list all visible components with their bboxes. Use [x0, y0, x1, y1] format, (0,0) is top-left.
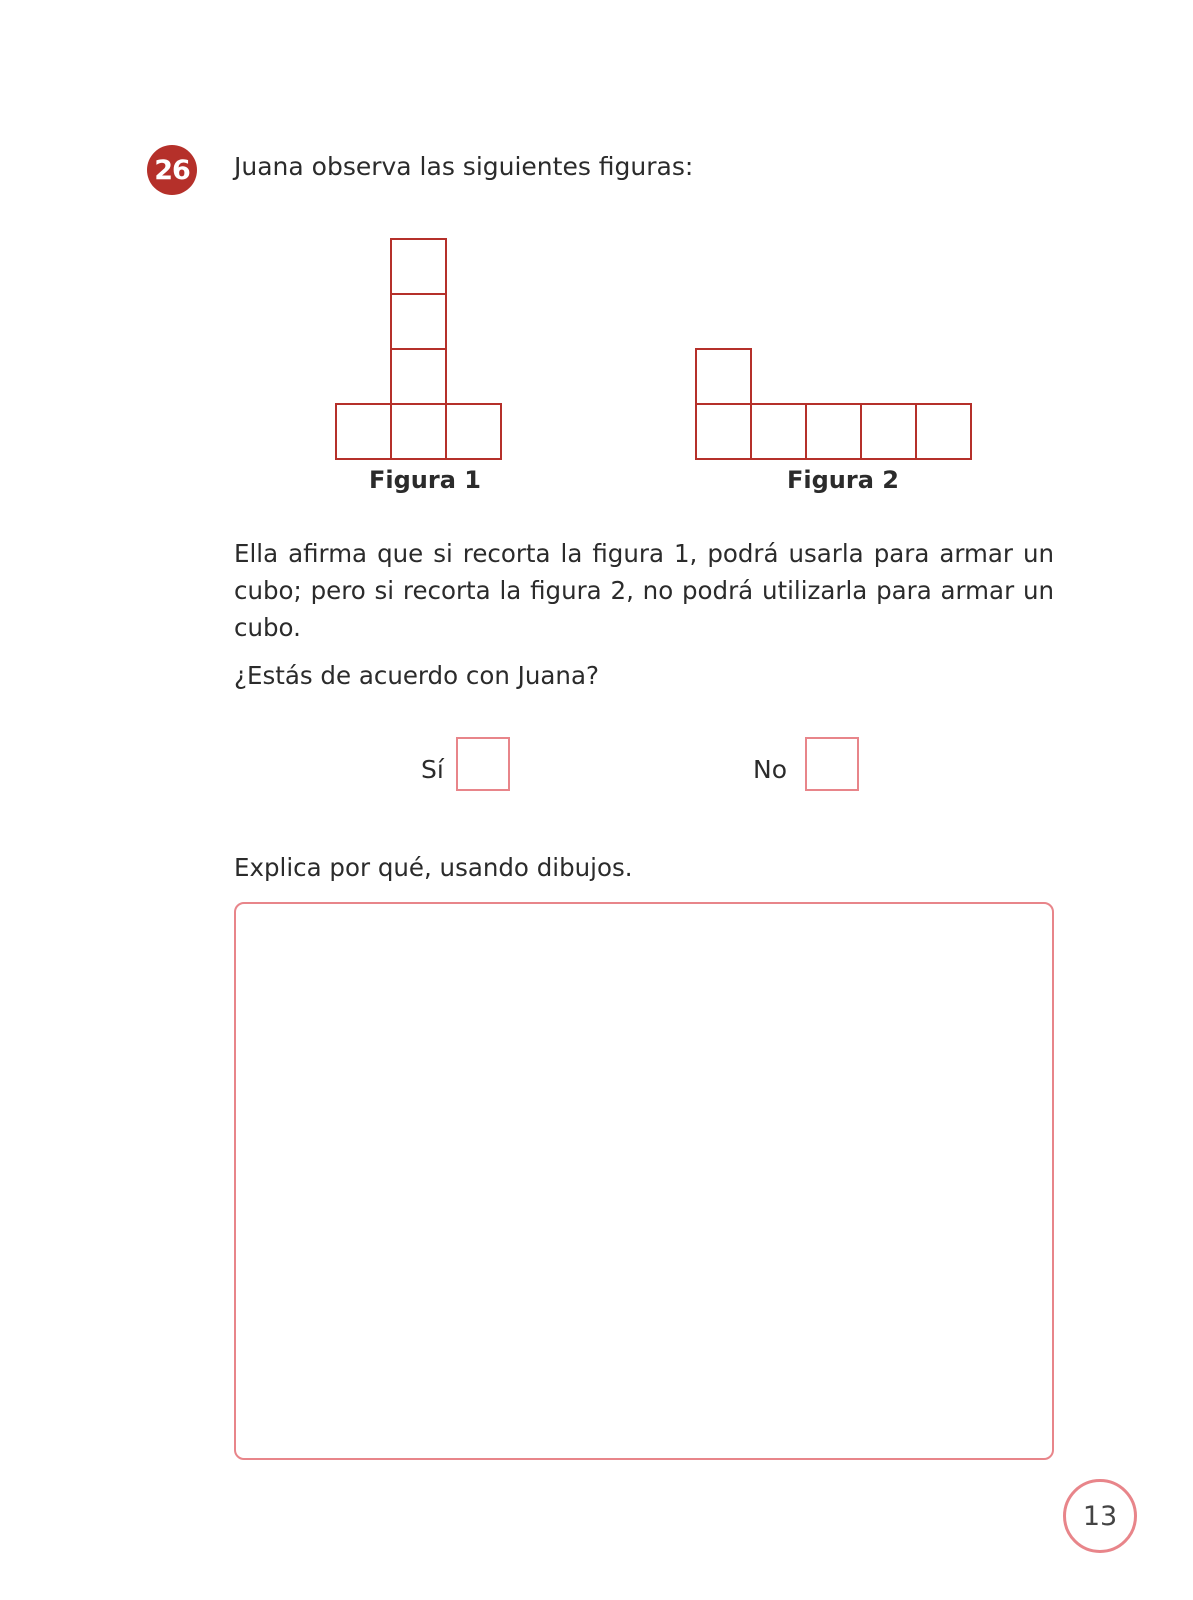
- net-square: [336, 404, 391, 459]
- explain-prompt: Explica por qué, usando dibujos.: [234, 853, 633, 882]
- question-prompt: ¿Estás de acuerdo con Juana?: [234, 661, 599, 690]
- net-square: [806, 404, 861, 459]
- option-yes-label: Sí: [421, 755, 444, 784]
- figure-2-net: [695, 348, 973, 465]
- option-yes-checkbox[interactable]: [456, 737, 510, 791]
- page-number: 13: [1063, 1479, 1137, 1553]
- net-square: [391, 239, 446, 294]
- net-square: [751, 404, 806, 459]
- option-no-label: No: [753, 755, 787, 784]
- question-intro: Juana observa las siguientes figuras:: [234, 152, 694, 181]
- net-square: [861, 404, 916, 459]
- net-square: [696, 404, 751, 459]
- figure-2-caption: Figura 2: [787, 466, 899, 494]
- figure-1-caption: Figura 1: [369, 466, 481, 494]
- option-no-checkbox[interactable]: [805, 737, 859, 791]
- net-square: [391, 349, 446, 404]
- net-square: [391, 294, 446, 349]
- net-square: [391, 404, 446, 459]
- question-statement: Ella afirma que si recorta la figura 1, podrá usarla para armar un cubo; pero si recorta la figura 2, no podrá utilizarla para armar un cubo.: [234, 539, 1054, 642]
- net-square: [446, 404, 501, 459]
- answer-drawing-area[interactable]: [234, 902, 1054, 1460]
- net-square: [916, 404, 971, 459]
- question-number-badge: 26: [147, 145, 197, 195]
- net-square: [696, 349, 751, 404]
- figure-1-net: [335, 238, 503, 465]
